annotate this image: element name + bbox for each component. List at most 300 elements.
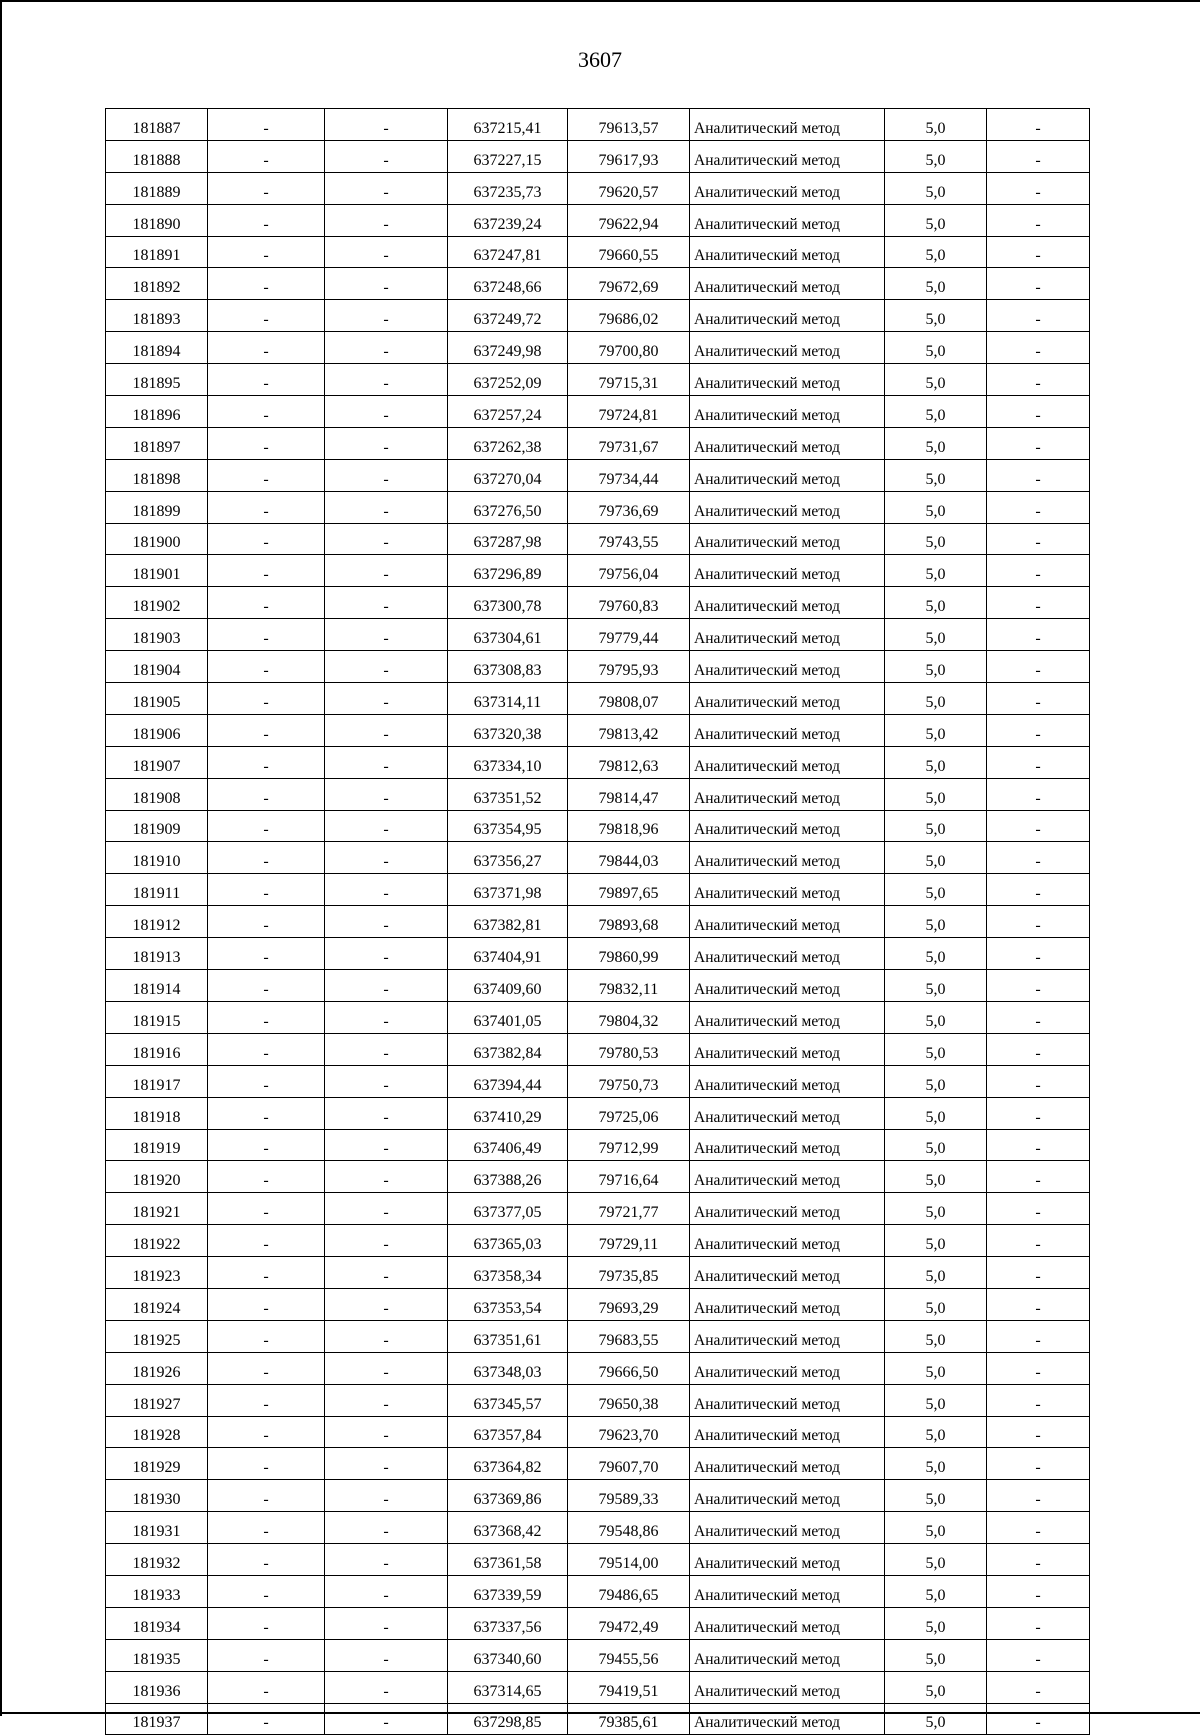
point-number-cell: 181936	[106, 1671, 208, 1703]
y-coordinate-cell: 79760,83	[568, 587, 690, 619]
cell-col-2: -	[208, 1320, 325, 1352]
error-cell: 5,0	[885, 300, 987, 332]
x-coordinate-cell: 637308,83	[448, 651, 568, 683]
point-number-cell: 181916	[106, 1033, 208, 1065]
point-number-cell: 181896	[106, 396, 208, 428]
point-number-cell: 181897	[106, 427, 208, 459]
cell-col-3: -	[325, 523, 448, 555]
table-row	[106, 1257, 1090, 1289]
cell-col-3: -	[325, 332, 448, 364]
table-row	[106, 172, 1090, 204]
method-cell: Аналитический метод	[690, 619, 885, 651]
y-coordinate-cell: 79731,67	[568, 427, 690, 459]
cell-col-8: -	[987, 1065, 1090, 1097]
error-cell: 5,0	[885, 459, 987, 491]
y-coordinate-cell: 79686,02	[568, 300, 690, 332]
y-coordinate-cell: 79808,07	[568, 683, 690, 715]
cell-col-8: -	[987, 874, 1090, 906]
cell-col-2: -	[208, 714, 325, 746]
point-number-cell: 181922	[106, 1225, 208, 1257]
table-row	[106, 906, 1090, 938]
method-cell: Аналитический метод	[690, 1001, 885, 1033]
table-row	[106, 810, 1090, 842]
table-row	[106, 619, 1090, 651]
cell-col-3: -	[325, 236, 448, 268]
x-coordinate-cell: 637351,61	[448, 1320, 568, 1352]
y-coordinate-cell: 79779,44	[568, 619, 690, 651]
method-cell: Аналитический метод	[690, 587, 885, 619]
error-cell: 5,0	[885, 1544, 987, 1576]
y-coordinate-cell: 79814,47	[568, 778, 690, 810]
table-row	[106, 1225, 1090, 1257]
x-coordinate-cell: 637248,66	[448, 268, 568, 300]
page-border-top	[0, 0, 1200, 2]
table-row	[106, 523, 1090, 555]
method-cell: Аналитический метод	[690, 1129, 885, 1161]
y-coordinate-cell: 79715,31	[568, 364, 690, 396]
cell-col-2: -	[208, 906, 325, 938]
error-cell: 5,0	[885, 842, 987, 874]
x-coordinate-cell: 637227,15	[448, 140, 568, 172]
method-cell: Аналитический метод	[690, 204, 885, 236]
cell-col-8: -	[987, 268, 1090, 300]
table-row	[106, 555, 1090, 587]
point-number-cell: 181914	[106, 970, 208, 1002]
table-row	[106, 300, 1090, 332]
x-coordinate-cell: 637365,03	[448, 1225, 568, 1257]
cell-col-8: -	[987, 1575, 1090, 1607]
error-cell: 5,0	[885, 1001, 987, 1033]
y-coordinate-cell: 79650,38	[568, 1384, 690, 1416]
cell-col-8: -	[987, 1320, 1090, 1352]
cell-col-8: -	[987, 427, 1090, 459]
point-number-cell: 181917	[106, 1065, 208, 1097]
table-row	[106, 332, 1090, 364]
cell-col-2: -	[208, 459, 325, 491]
y-coordinate-cell: 79700,80	[568, 332, 690, 364]
cell-col-8: -	[987, 172, 1090, 204]
cell-col-8: -	[987, 1193, 1090, 1225]
cell-col-2: -	[208, 1416, 325, 1448]
table-row	[106, 1193, 1090, 1225]
cell-col-3: -	[325, 1544, 448, 1576]
point-number-cell: 181905	[106, 683, 208, 715]
cell-col-3: -	[325, 587, 448, 619]
point-number-cell: 181928	[106, 1416, 208, 1448]
point-number-cell: 181918	[106, 1097, 208, 1129]
method-cell: Аналитический метод	[690, 427, 885, 459]
cell-col-3: -	[325, 1480, 448, 1512]
point-number-cell: 181903	[106, 619, 208, 651]
x-coordinate-cell: 637314,65	[448, 1671, 568, 1703]
cell-col-2: -	[208, 332, 325, 364]
y-coordinate-cell: 79844,03	[568, 842, 690, 874]
x-coordinate-cell: 637368,42	[448, 1512, 568, 1544]
error-cell: 5,0	[885, 491, 987, 523]
cell-col-2: -	[208, 587, 325, 619]
point-number-cell: 181915	[106, 1001, 208, 1033]
y-coordinate-cell: 79736,69	[568, 491, 690, 523]
table-row	[106, 1607, 1090, 1639]
cell-col-8: -	[987, 1097, 1090, 1129]
point-number-cell: 181889	[106, 172, 208, 204]
cell-col-2: -	[208, 1448, 325, 1480]
x-coordinate-cell: 637358,34	[448, 1257, 568, 1289]
error-cell: 5,0	[885, 683, 987, 715]
cell-col-2: -	[208, 1639, 325, 1671]
cell-col-2: -	[208, 938, 325, 970]
cell-col-3: -	[325, 938, 448, 970]
point-number-cell: 181901	[106, 555, 208, 587]
cell-col-2: -	[208, 1129, 325, 1161]
page-border-left	[0, 0, 2, 1716]
point-number-cell: 181909	[106, 810, 208, 842]
y-coordinate-cell: 79724,81	[568, 396, 690, 428]
y-coordinate-cell: 79666,50	[568, 1352, 690, 1384]
y-coordinate-cell: 79750,73	[568, 1065, 690, 1097]
table-row	[106, 427, 1090, 459]
x-coordinate-cell: 637304,61	[448, 619, 568, 651]
cell-col-8: -	[987, 1544, 1090, 1576]
cell-col-2: -	[208, 1257, 325, 1289]
cell-col-2: -	[208, 140, 325, 172]
method-cell: Аналитический метод	[690, 364, 885, 396]
point-number-cell: 181887	[106, 109, 208, 141]
y-coordinate-cell: 79832,11	[568, 970, 690, 1002]
point-number-cell: 181900	[106, 523, 208, 555]
y-coordinate-cell: 79729,11	[568, 1225, 690, 1257]
cell-col-2: -	[208, 1161, 325, 1193]
cell-col-2: -	[208, 810, 325, 842]
error-cell: 5,0	[885, 970, 987, 1002]
error-cell: 5,0	[885, 587, 987, 619]
point-number-cell: 181910	[106, 842, 208, 874]
point-number-cell: 181913	[106, 938, 208, 970]
method-cell: Аналитический метод	[690, 1384, 885, 1416]
table-row	[106, 491, 1090, 523]
error-cell: 5,0	[885, 1703, 987, 1735]
cell-col-8: -	[987, 491, 1090, 523]
cell-col-8: -	[987, 1352, 1090, 1384]
error-cell: 5,0	[885, 778, 987, 810]
cell-col-2: -	[208, 523, 325, 555]
x-coordinate-cell: 637364,82	[448, 1448, 568, 1480]
x-coordinate-cell: 637239,24	[448, 204, 568, 236]
table-row	[106, 714, 1090, 746]
cell-col-2: -	[208, 268, 325, 300]
x-coordinate-cell: 637276,50	[448, 491, 568, 523]
cell-col-8: -	[987, 1288, 1090, 1320]
cell-col-8: -	[987, 1161, 1090, 1193]
cell-col-3: -	[325, 842, 448, 874]
point-number-cell: 181891	[106, 236, 208, 268]
cell-col-8: -	[987, 1384, 1090, 1416]
error-cell: 5,0	[885, 1448, 987, 1480]
cell-col-8: -	[987, 523, 1090, 555]
point-number-cell: 181908	[106, 778, 208, 810]
cell-col-3: -	[325, 427, 448, 459]
table-row	[106, 651, 1090, 683]
cell-col-8: -	[987, 332, 1090, 364]
x-coordinate-cell: 637334,10	[448, 746, 568, 778]
method-cell: Аналитический метод	[690, 236, 885, 268]
cell-col-2: -	[208, 683, 325, 715]
error-cell: 5,0	[885, 619, 987, 651]
error-cell: 5,0	[885, 332, 987, 364]
cell-col-3: -	[325, 1097, 448, 1129]
cell-col-2: -	[208, 555, 325, 587]
cell-col-2: -	[208, 1703, 325, 1735]
point-number-cell: 181937	[106, 1703, 208, 1735]
cell-col-3: -	[325, 1033, 448, 1065]
method-cell: Аналитический метод	[690, 1225, 885, 1257]
error-cell: 5,0	[885, 109, 987, 141]
table-row	[106, 938, 1090, 970]
cell-col-3: -	[325, 874, 448, 906]
method-cell: Аналитический метод	[690, 1671, 885, 1703]
cell-col-2: -	[208, 1384, 325, 1416]
table-row	[106, 1129, 1090, 1161]
y-coordinate-cell: 79735,85	[568, 1257, 690, 1289]
error-cell: 5,0	[885, 874, 987, 906]
x-coordinate-cell: 637298,85	[448, 1703, 568, 1735]
table-row	[106, 459, 1090, 491]
cell-col-2: -	[208, 204, 325, 236]
cell-col-2: -	[208, 778, 325, 810]
x-coordinate-cell: 637348,03	[448, 1352, 568, 1384]
x-coordinate-cell: 637356,27	[448, 842, 568, 874]
cell-col-2: -	[208, 842, 325, 874]
cell-col-2: -	[208, 1512, 325, 1544]
y-coordinate-cell: 79812,63	[568, 746, 690, 778]
x-coordinate-cell: 637382,81	[448, 906, 568, 938]
point-number-cell: 181930	[106, 1480, 208, 1512]
point-number-cell: 181898	[106, 459, 208, 491]
cell-col-3: -	[325, 140, 448, 172]
y-coordinate-cell: 79589,33	[568, 1480, 690, 1512]
cell-col-3: -	[325, 1607, 448, 1639]
x-coordinate-cell: 637361,58	[448, 1544, 568, 1576]
cell-col-3: -	[325, 1384, 448, 1416]
x-coordinate-cell: 637357,84	[448, 1416, 568, 1448]
cell-col-8: -	[987, 1480, 1090, 1512]
cell-col-2: -	[208, 1097, 325, 1129]
error-cell: 5,0	[885, 1480, 987, 1512]
cell-col-2: -	[208, 619, 325, 651]
method-cell: Аналитический метод	[690, 1288, 885, 1320]
x-coordinate-cell: 637394,44	[448, 1065, 568, 1097]
point-number-cell: 181925	[106, 1320, 208, 1352]
cell-col-3: -	[325, 970, 448, 1002]
error-cell: 5,0	[885, 1161, 987, 1193]
cell-col-3: -	[325, 109, 448, 141]
y-coordinate-cell: 79548,86	[568, 1512, 690, 1544]
cell-col-8: -	[987, 1639, 1090, 1671]
method-cell: Аналитический метод	[690, 1065, 885, 1097]
table-row	[106, 1416, 1090, 1448]
method-cell: Аналитический метод	[690, 1480, 885, 1512]
cell-col-2: -	[208, 300, 325, 332]
x-coordinate-cell: 637287,98	[448, 523, 568, 555]
table-row	[106, 1703, 1090, 1735]
method-cell: Аналитический метод	[690, 332, 885, 364]
x-coordinate-cell: 637345,57	[448, 1384, 568, 1416]
error-cell: 5,0	[885, 1575, 987, 1607]
cell-col-8: -	[987, 651, 1090, 683]
y-coordinate-cell: 79897,65	[568, 874, 690, 906]
x-coordinate-cell: 637247,81	[448, 236, 568, 268]
y-coordinate-cell: 79818,96	[568, 810, 690, 842]
cell-col-3: -	[325, 1671, 448, 1703]
x-coordinate-cell: 637320,38	[448, 714, 568, 746]
table-row	[106, 1161, 1090, 1193]
cell-col-8: -	[987, 906, 1090, 938]
cell-col-3: -	[325, 746, 448, 778]
method-cell: Аналитический метод	[690, 300, 885, 332]
error-cell: 5,0	[885, 396, 987, 428]
cell-col-3: -	[325, 1129, 448, 1161]
cell-col-2: -	[208, 1033, 325, 1065]
method-cell: Аналитический метод	[690, 1320, 885, 1352]
method-cell: Аналитический метод	[690, 109, 885, 141]
error-cell: 5,0	[885, 364, 987, 396]
point-number-cell: 181893	[106, 300, 208, 332]
x-coordinate-cell: 637257,24	[448, 396, 568, 428]
cell-col-3: -	[325, 1448, 448, 1480]
cell-col-3: -	[325, 1352, 448, 1384]
cell-col-3: -	[325, 1161, 448, 1193]
table-row	[106, 109, 1090, 141]
cell-col-2: -	[208, 1480, 325, 1512]
cell-col-8: -	[987, 1257, 1090, 1289]
table-row	[106, 236, 1090, 268]
cell-col-3: -	[325, 714, 448, 746]
cell-col-8: -	[987, 140, 1090, 172]
point-number-cell: 181912	[106, 906, 208, 938]
y-coordinate-cell: 79419,51	[568, 1671, 690, 1703]
point-number-cell: 181911	[106, 874, 208, 906]
error-cell: 5,0	[885, 1671, 987, 1703]
table-row	[106, 1671, 1090, 1703]
point-number-cell: 181929	[106, 1448, 208, 1480]
point-number-cell: 181894	[106, 332, 208, 364]
cell-col-8: -	[987, 842, 1090, 874]
method-cell: Аналитический метод	[690, 810, 885, 842]
cell-col-8: -	[987, 1448, 1090, 1480]
point-number-cell: 181931	[106, 1512, 208, 1544]
error-cell: 5,0	[885, 523, 987, 555]
cell-col-8: -	[987, 1001, 1090, 1033]
point-number-cell: 181921	[106, 1193, 208, 1225]
coordinates-table	[105, 108, 1090, 1735]
cell-col-3: -	[325, 1001, 448, 1033]
method-cell: Аналитический метод	[690, 491, 885, 523]
point-number-cell: 181892	[106, 268, 208, 300]
cell-col-2: -	[208, 1225, 325, 1257]
cell-col-2: -	[208, 1352, 325, 1384]
x-coordinate-cell: 637249,98	[448, 332, 568, 364]
cell-col-8: -	[987, 1416, 1090, 1448]
x-coordinate-cell: 637314,11	[448, 683, 568, 715]
cell-col-3: -	[325, 364, 448, 396]
error-cell: 5,0	[885, 1416, 987, 1448]
y-coordinate-cell: 79893,68	[568, 906, 690, 938]
cell-col-8: -	[987, 109, 1090, 141]
table-row	[106, 268, 1090, 300]
cell-col-8: -	[987, 364, 1090, 396]
error-cell: 5,0	[885, 810, 987, 842]
cell-col-3: -	[325, 555, 448, 587]
point-number-cell: 181924	[106, 1288, 208, 1320]
error-cell: 5,0	[885, 1512, 987, 1544]
error-cell: 5,0	[885, 1225, 987, 1257]
method-cell: Аналитический метод	[690, 714, 885, 746]
table-row	[106, 746, 1090, 778]
method-cell: Аналитический метод	[690, 1097, 885, 1129]
cell-col-2: -	[208, 1001, 325, 1033]
x-coordinate-cell: 637404,91	[448, 938, 568, 970]
y-coordinate-cell: 79734,44	[568, 459, 690, 491]
cell-col-3: -	[325, 1703, 448, 1735]
error-cell: 5,0	[885, 1065, 987, 1097]
x-coordinate-cell: 637340,60	[448, 1639, 568, 1671]
cell-col-2: -	[208, 874, 325, 906]
page-number: 3607	[578, 47, 622, 72]
cell-col-2: -	[208, 651, 325, 683]
error-cell: 5,0	[885, 906, 987, 938]
y-coordinate-cell: 79672,69	[568, 268, 690, 300]
point-number-cell: 181926	[106, 1352, 208, 1384]
method-cell: Аналитический метод	[690, 268, 885, 300]
point-number-cell: 181904	[106, 651, 208, 683]
table-row	[106, 778, 1090, 810]
method-cell: Аналитический метод	[690, 1575, 885, 1607]
y-coordinate-cell: 79716,64	[568, 1161, 690, 1193]
cell-col-3: -	[325, 906, 448, 938]
cell-col-2: -	[208, 109, 325, 141]
x-coordinate-cell: 637252,09	[448, 364, 568, 396]
error-cell: 5,0	[885, 1288, 987, 1320]
point-number-cell: 181934	[106, 1607, 208, 1639]
point-number-cell: 181902	[106, 587, 208, 619]
error-cell: 5,0	[885, 651, 987, 683]
point-number-cell: 181933	[106, 1575, 208, 1607]
cell-col-3: -	[325, 1225, 448, 1257]
method-cell: Аналитический метод	[690, 746, 885, 778]
table-row	[106, 842, 1090, 874]
method-cell: Аналитический метод	[690, 172, 885, 204]
error-cell: 5,0	[885, 714, 987, 746]
table-row	[106, 1288, 1090, 1320]
error-cell: 5,0	[885, 140, 987, 172]
cell-col-2: -	[208, 1288, 325, 1320]
cell-col-8: -	[987, 1512, 1090, 1544]
cell-col-8: -	[987, 1225, 1090, 1257]
cell-col-8: -	[987, 459, 1090, 491]
method-cell: Аналитический метод	[690, 523, 885, 555]
point-number-cell: 181927	[106, 1384, 208, 1416]
x-coordinate-cell: 637377,05	[448, 1193, 568, 1225]
cell-col-8: -	[987, 300, 1090, 332]
y-coordinate-cell: 79514,00	[568, 1544, 690, 1576]
y-coordinate-cell: 79622,94	[568, 204, 690, 236]
method-cell: Аналитический метод	[690, 459, 885, 491]
table-row	[106, 970, 1090, 1002]
error-cell: 5,0	[885, 236, 987, 268]
table-row	[106, 1480, 1090, 1512]
table-row	[106, 364, 1090, 396]
cell-col-3: -	[325, 1193, 448, 1225]
